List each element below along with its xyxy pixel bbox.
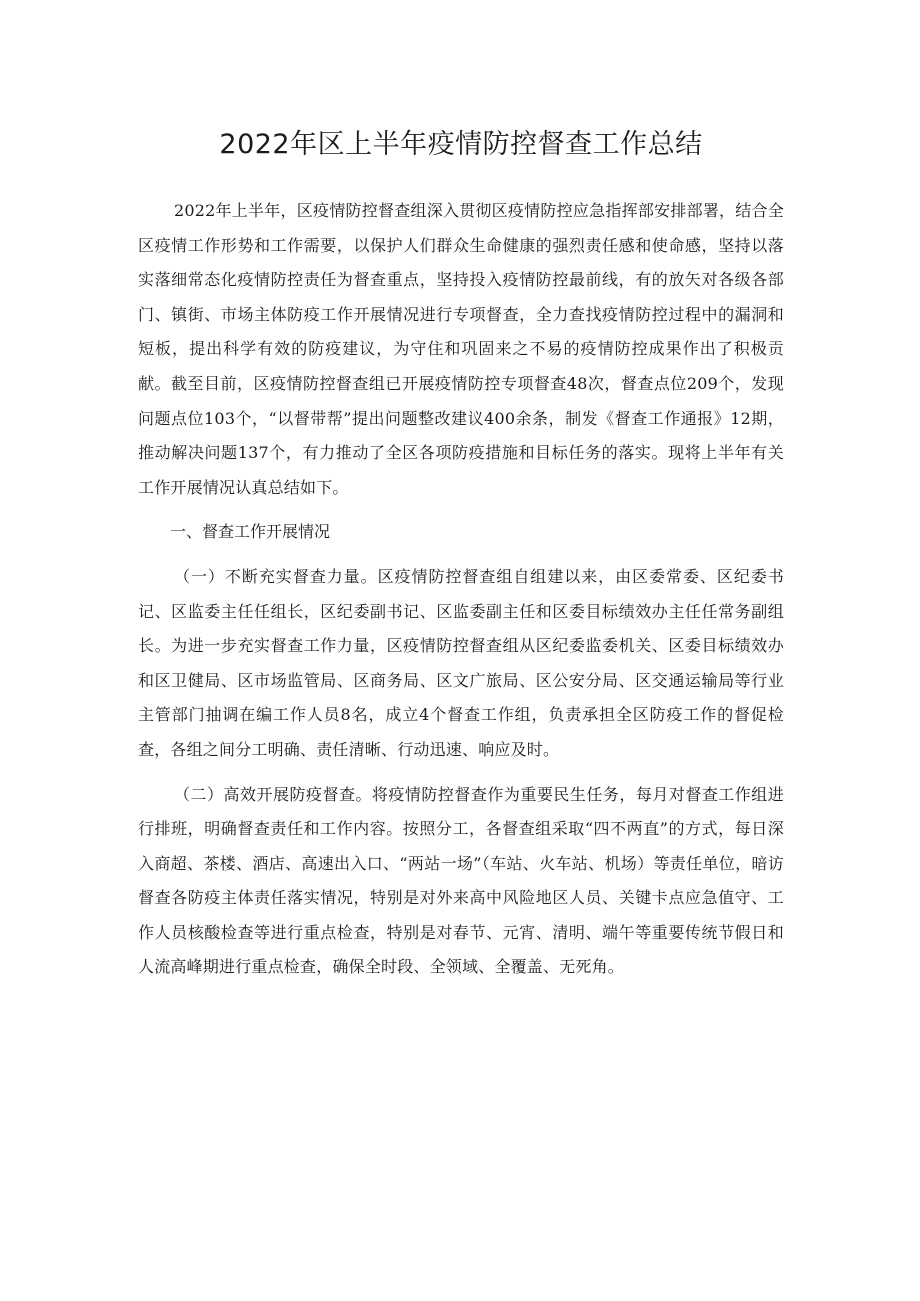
intro-paragraph: 2022年上半年，区疫情防控督查组深入贯彻区疫情防控应急指挥部安排部署，结合全区疫情工作形势和工作需要，以保护人们群众生命健康的强烈责任感和使命感，坚持以落实落细常态化疫情防控责任为督查重点，坚持投入疫情防控最前线，有的放矢对各级各部门、镇街、市场主体防疫工作开展情况进行专项督查，全力查找疫情防控过程中的漏洞和短板，提出科学有效的防疫建议，为守住和巩固来之不易的疫情防控成果作出了积极贡献。截至目前，区疫情防控督查组已开展疫情防控专项督查48次，督查点位209个，发现问题点位103个，“以督带帮”提出问题整改建议400余条，制发《督查工作通报》12期，推动解决问题137个，有力推动了全区各项防疫措施和目标任务的落实。现将上半年有关工作开展情况认真总结如下。: [138, 201, 784, 497]
section-1-paragraph-2: （二）高效开展防疫督查。将疫情防控督查作为重要民生任务，每月对督查工作组进行排班，明确督查责任和工作内容。按照分工，各督查组采取“四不两直”的方式，每日深入商超、茶楼、酒店、高速出入口、“两站一场”（车站、火车站、机场）等责任单位，暗访督查各防疫主体责任落实情况，特别是对外来高中风险地区人员、关键卡点应急值守、工作人员核酸检查等进行重点检查，特别是对春节、元宵、清明、端午等重要传统节假日和人流高峰期进行重点检查，确保全时段、全领域、全覆盖、无死角。: [138, 784, 784, 977]
section-1-paragraph-1: （一）不断充实督查力量。区疫情防控督查组自组建以来，由区委常委、区纪委书记、区监委主任任组长，区纪委副书记、区监委副主任和区委目标绩效办主任任常务副组长。为进一步充实督查工作力量，区疫情防控督查组从区纪委监委机关、区委目标绩效办和区卫健局、区市场监管局、区商务局、区文广旅局、区公安分局、区交通运输局等行业主管部门抽调在编工作人员8名，成立4个督查工作组，负责承担全区防疫工作的督促检查，各组之间分工明确、责任清晰、行动迅速、响应及时。: [138, 566, 784, 759]
section-1-heading: 一、督查工作开展情况: [170, 522, 331, 542]
document-title: 2022年区上半年疫情防控督查工作总结: [219, 129, 703, 160]
document-body: [138, 194, 784, 985]
